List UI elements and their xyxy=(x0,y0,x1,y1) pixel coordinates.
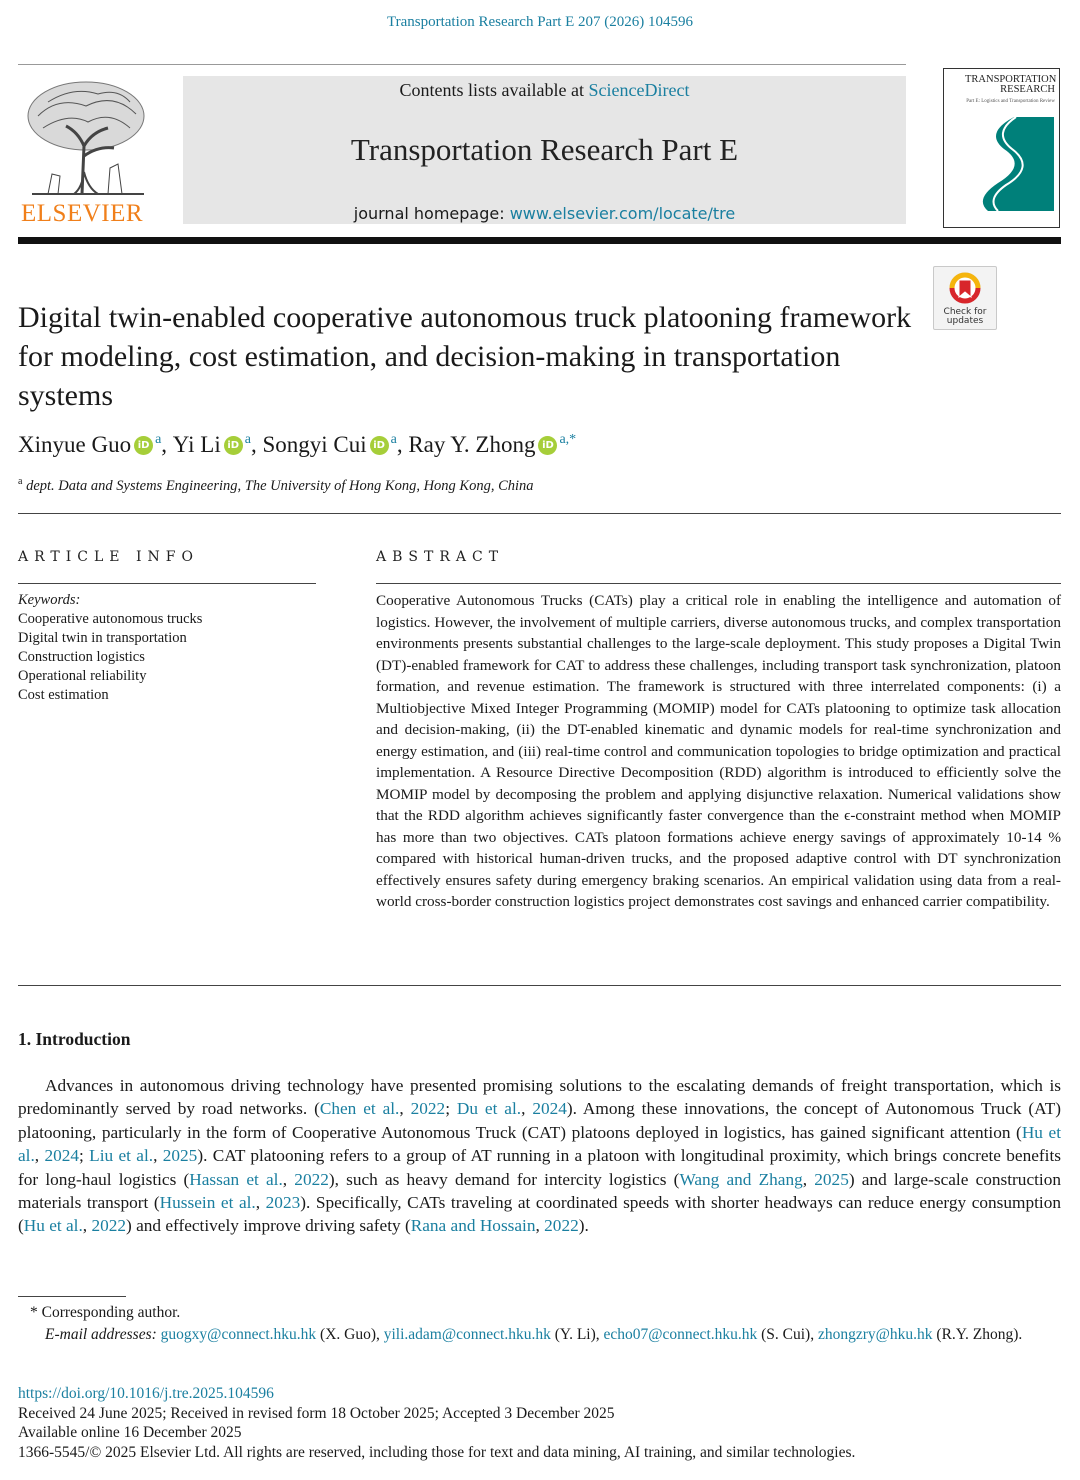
email-owner: (Y. Li), xyxy=(550,1325,604,1343)
email-addresses xyxy=(18,1324,1061,1346)
intro-text-run: , xyxy=(399,1099,411,1119)
intro-text-run: , xyxy=(34,1146,45,1166)
journal-cover[interactable] xyxy=(943,68,1060,228)
affiliation-marker[interactable]: a xyxy=(390,432,397,447)
abstract-heading: ABSTRACT xyxy=(376,549,505,565)
orcid-icon[interactable]: iD xyxy=(370,436,389,455)
sciencedirect-link[interactable]: ScienceDirect xyxy=(588,80,690,100)
keyword: Digital twin in transportation xyxy=(18,630,187,646)
keywords-block xyxy=(18,591,202,705)
publication-info xyxy=(18,1384,1061,1462)
footnote-rule xyxy=(18,1296,126,1297)
elsevier-logo[interactable] xyxy=(18,76,158,228)
keyword: Operational reliability xyxy=(18,668,147,684)
copyright: 1366-5545/© 2025 Elsevier Ltd. All rights are reserved, including those for text and data mining, AI training, and similar technologies. xyxy=(18,1443,856,1461)
email-owner: (R.Y. Zhong). xyxy=(932,1325,1023,1343)
orcid-icon[interactable]: iD xyxy=(224,436,243,455)
intro-text-run: , xyxy=(535,1216,545,1236)
corresponding-note xyxy=(18,1302,1061,1324)
author-separator: , xyxy=(396,432,409,457)
contents-prefix: Contents lists available at xyxy=(399,80,589,100)
citation-link[interactable]: Du et al. xyxy=(456,1099,522,1119)
citation-link[interactable]: 2022 xyxy=(294,1169,329,1189)
intro-text-run: , xyxy=(802,1169,815,1189)
citation-link[interactable]: 2022 xyxy=(91,1216,126,1236)
author-separator: , xyxy=(161,432,173,457)
cover-subtitle: Part E: Logistics and Transportation Review xyxy=(966,99,1055,104)
citation-link[interactable]: 2025 xyxy=(814,1169,849,1189)
intro-text-run: , xyxy=(82,1216,92,1236)
citation-link[interactable]: Hu et al. xyxy=(23,1216,83,1236)
available-online: Available online 16 December 2025 xyxy=(18,1424,242,1442)
intro-text-run: ), such as heavy demand for intercity logistics ( xyxy=(328,1169,680,1189)
cover-road-icon xyxy=(944,113,1059,227)
divider xyxy=(18,985,1061,986)
homepage-line xyxy=(183,204,906,223)
email-owner: (S. Cui), xyxy=(757,1325,818,1343)
citation-link[interactable]: 2022 xyxy=(544,1216,579,1236)
intro-text-run: ) and effectively improve driving safety ( xyxy=(126,1216,411,1236)
corresponding-text: Corresponding author. xyxy=(41,1304,181,1321)
elsevier-tree-icon xyxy=(18,76,158,200)
email-label: E-mail addresses: xyxy=(45,1325,157,1343)
article-info-heading: ARTICLE INFO xyxy=(18,549,199,565)
journal-title: Transportation Research Part E xyxy=(350,132,739,167)
elsevier-wordmark: ELSEVIER xyxy=(21,200,144,227)
orcid-icon[interactable]: iD xyxy=(134,436,153,455)
masthead-thick-rule xyxy=(18,237,1061,244)
history-dates: Received 24 June 2025; Received in revised form 18 October 2025; Accepted 3 December 2025 xyxy=(18,1404,615,1422)
intro-text-run: , xyxy=(521,1099,533,1119)
citation-link[interactable]: Rana and Hossain xyxy=(410,1216,536,1236)
running-header[interactable]: Transportation Research Part E 207 (2026) 104596 xyxy=(386,14,694,30)
citation-link[interactable]: Hussein et al. xyxy=(159,1193,256,1213)
intro-text-run: ) and large-scale construction materials transport ( xyxy=(18,1169,1061,1213)
author[interactable] xyxy=(173,432,251,458)
intro-text-run: ; xyxy=(445,1099,457,1119)
citation-link[interactable]: Wang and Zhang xyxy=(679,1169,803,1189)
abstract-text: Cooperative Autonomous Trucks (CATs) play a critical role in enabling the intelligence and automation of logistics. However, the involvement of multiple carriers, diverse autonomous trucks, and complex transportation environments presents substantial challenges to the large-scale deployment. This study proposes a Digital Twin (DT)-enabled framework for CAT to address these challenges, including transport task synchronization, platoon formation, and revenue estimation. The framework is structured with three interrelated components: (i) a Multiobjective Mixed Integer Programming (MOMIP) model for CATs platooning to optimize task allocation and decision-making, (ii) the DT-enabled kinematic and dynamic models for real-time synchronization and energy estimation, and (iii) real-time control and communication topologies to bridge optimization and practical implementation. A Resource Directive Decomposition (RDD) algorithm is introduced to efficiently solve the MOMIP model by decomposing the problem and applying disjunctive relaxation. Numerical validations show that the RDD algorithm achieves significantly faster convergence than the ϵ-constraint method when MOMIP has more than two objectives. CATs platoon formations achieve energy savings of approximately 10-14 % compared with historical human-driven trucks, and the proposed adaptive control with DT synchronization effectively ensures safety during emergency braking scenarios. An empirical validation using data from a real-world cross-border construction logistics project demonstrates cost savings and enhanced carrier compatibility. xyxy=(376,592,1061,910)
citation-link[interactable]: Hassan et al. xyxy=(189,1169,283,1189)
intro-text-run: , xyxy=(282,1169,295,1189)
citation-link[interactable]: Hu et al. xyxy=(18,1122,1061,1166)
check-for-updates-badge[interactable] xyxy=(933,266,997,330)
contents-line xyxy=(183,80,906,101)
author[interactable] xyxy=(408,432,576,458)
intro-text-run: ). xyxy=(578,1216,589,1236)
email-link[interactable]: yili.adam@connect.hku.hk xyxy=(383,1325,551,1343)
check-updates-icon xyxy=(948,271,982,305)
affiliation-marker[interactable]: a,* xyxy=(559,432,577,447)
masthead-box xyxy=(183,76,906,224)
orcid-icon[interactable]: iD xyxy=(538,436,557,455)
email-link[interactable]: guogxy@connect.hku.hk xyxy=(160,1325,317,1343)
keyword: Cost estimation xyxy=(18,687,109,703)
article-title: Digital twin-enabled cooperative autonomous truck platooning framework for modeling, cost estimation, and decision-making in transportation systems xyxy=(18,301,912,412)
citation-link[interactable]: 2022 xyxy=(410,1099,446,1119)
homepage-prefix: journal homepage: xyxy=(353,204,510,223)
keywords-label: Keywords: xyxy=(18,592,81,608)
author-name[interactable]: Yi Li xyxy=(172,432,221,457)
intro-text-run: ). CAT platooning refers to a group of AT running in a platoon with longitudinal proximity, which brings concrete benefits for long-haul logistics ( xyxy=(18,1146,1061,1189)
affiliation-marker[interactable]: a xyxy=(244,432,251,447)
intro-text-run: ; xyxy=(79,1146,90,1166)
check-updates-label: Check for updates xyxy=(943,307,987,326)
citation-link[interactable]: 2025 xyxy=(162,1146,198,1166)
intro-text-run: ). Among these innovations, the concept of Autonomous Truck (AT) platooning, particularly in the form of Cooperative Autonomous Truck (CAT) platoons deployed in logistics, has gained significant attention ( xyxy=(18,1099,1062,1142)
divider xyxy=(376,583,1061,584)
author-name[interactable]: Ray Y. Zhong xyxy=(408,432,536,457)
email-link[interactable]: echo07@connect.hku.hk xyxy=(603,1325,758,1343)
citation-link[interactable]: Chen et al. xyxy=(319,1099,400,1119)
author-list xyxy=(18,432,576,458)
affiliation-text: dept. Data and Systems Engineering, The University of Hong Kong, Hong Kong, China xyxy=(26,477,534,494)
intro-text-run: , xyxy=(153,1146,163,1166)
citation-link[interactable]: 2024 xyxy=(44,1146,80,1166)
author-name[interactable]: Xinyue Guo xyxy=(18,432,132,457)
author-separator: , xyxy=(250,432,263,457)
keyword: Cooperative autonomous trucks xyxy=(18,611,203,627)
citation-link[interactable]: 2023 xyxy=(265,1193,301,1213)
author[interactable] xyxy=(18,432,161,458)
email-link[interactable]: zhongzry@hku.hk xyxy=(817,1325,933,1343)
author-name[interactable]: Songyi Cui xyxy=(262,432,367,457)
divider xyxy=(18,583,316,584)
footnote-marker: * xyxy=(30,1304,38,1321)
intro-text-run: Advances in autonomous driving technology have presented promising solutions to the escalating demands of freight transportation, which is predominantly served by road networks. ( xyxy=(18,1076,1061,1119)
cover-title: TRANSPORTATION RESEARCH xyxy=(965,74,1057,95)
masthead-top-rule xyxy=(18,64,906,65)
intro-paragraph xyxy=(18,1074,1061,1238)
intro-text-run: ). Specifically, CATs traveling at coordinated speeds with shorter headways can reduce energy consumption ( xyxy=(18,1193,1061,1236)
keyword: Construction logistics xyxy=(18,649,145,665)
footnote xyxy=(18,1302,1061,1345)
affiliation-marker[interactable]: a xyxy=(155,432,162,447)
divider xyxy=(18,513,1061,514)
section-heading: 1. Introduction xyxy=(18,1029,131,1049)
affiliation xyxy=(18,476,534,495)
doi-link[interactable]: https://doi.org/10.1016/j.tre.2025.104596 xyxy=(18,1385,274,1402)
author[interactable] xyxy=(262,432,396,458)
email-owner: (X. Guo), xyxy=(316,1325,384,1343)
homepage-link[interactable]: www.elsevier.com/locate/tre xyxy=(509,204,736,223)
citation-link[interactable]: 2024 xyxy=(532,1099,567,1119)
intro-text-run: , xyxy=(255,1193,266,1213)
citation-link[interactable]: Liu et al. xyxy=(89,1146,154,1166)
affiliation-label: a xyxy=(18,476,23,487)
